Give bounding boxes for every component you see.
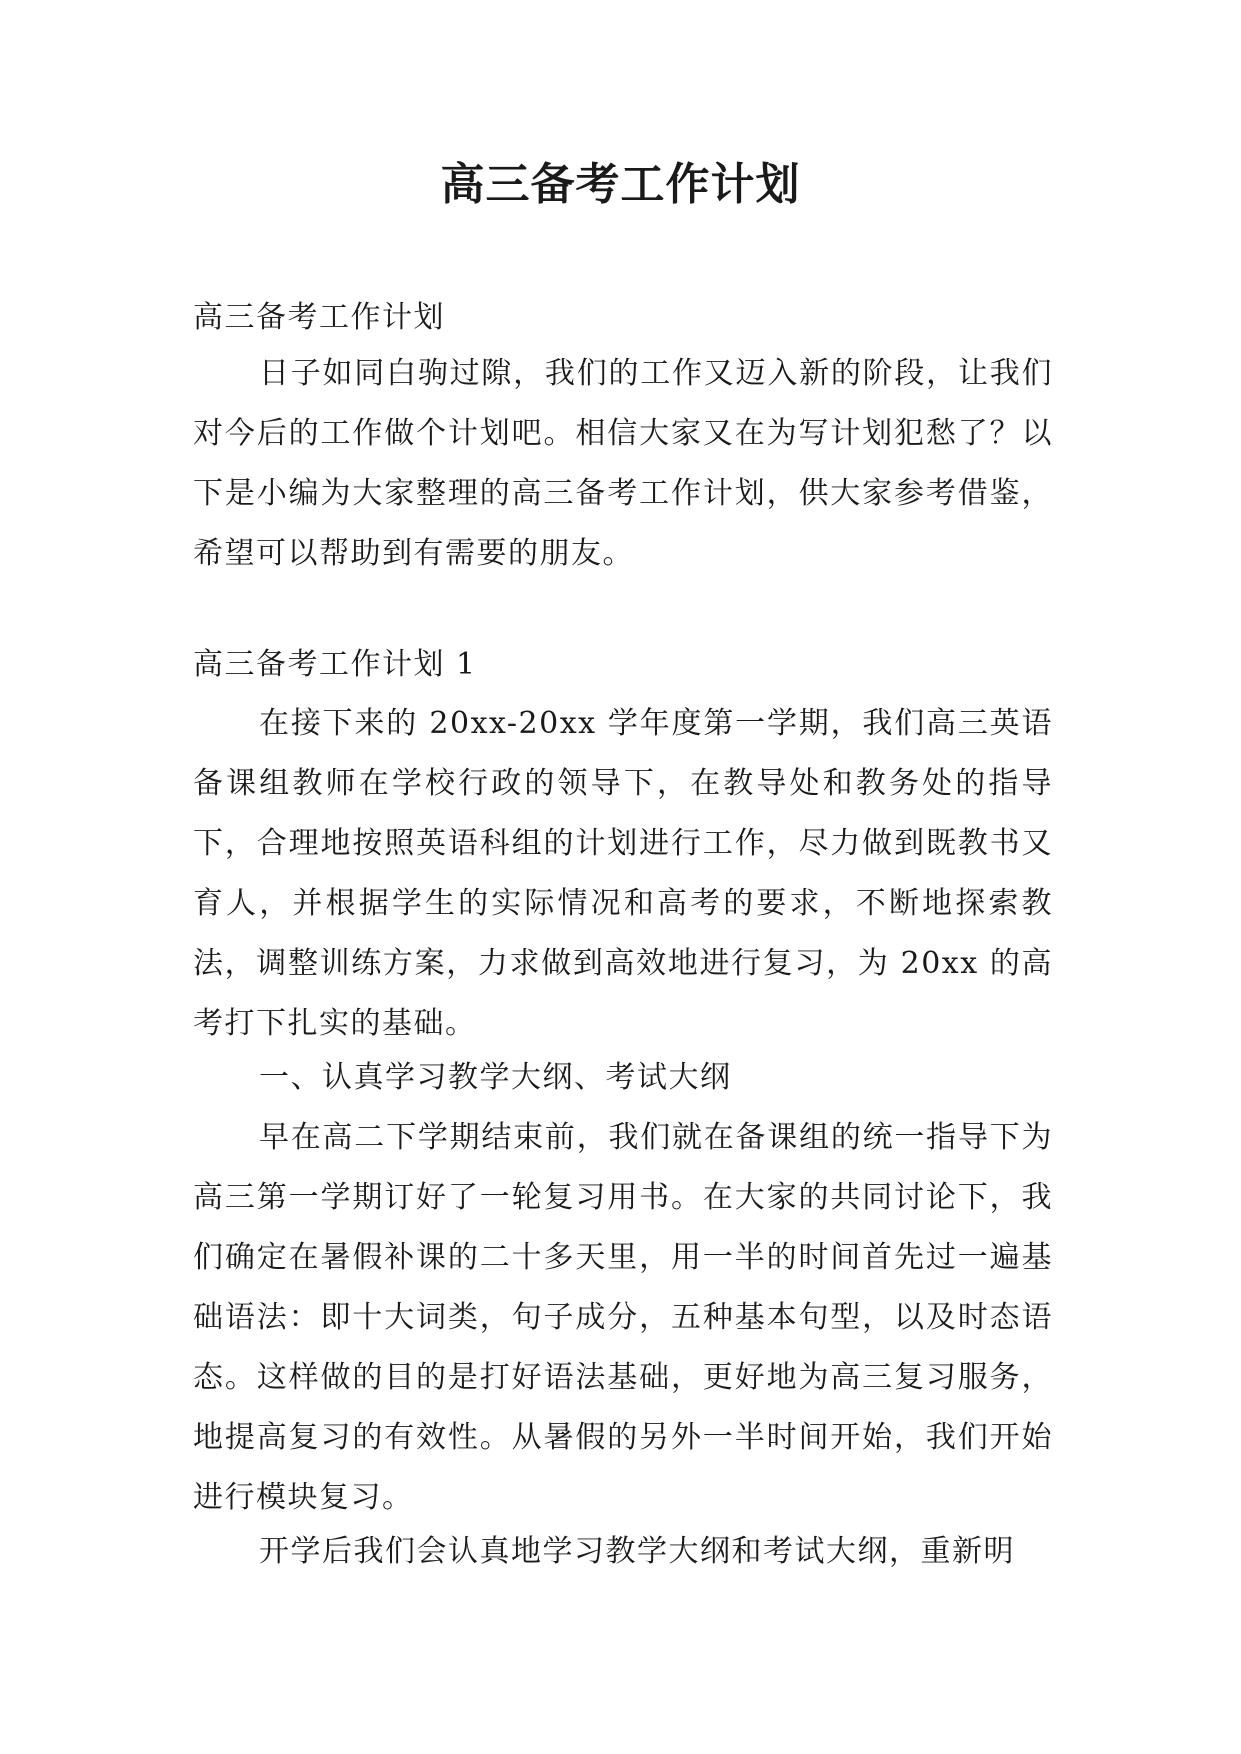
section-1-paragraph: 早在高二下学期结束前，我们就在备课组的统一指导下为高三第一学期订好了一轮复习用书。在大家的共同讨论下，我们确定在暑假补课的二十多天里，用一半的时间首先过一遍基础语法：即十大词类，句子成分，五种基本句型，以及时态语态。这样做的目的是打好语法基础，更好地为高三复习服务，地提高复习的有效性。从暑假的另外一半时间开始，我们开始进行模块复习。 bbox=[193, 1120, 1053, 1515]
document-title: 高三备考工作计划 bbox=[440, 159, 801, 210]
plan-1-heading: 高三备考工作计划 1 bbox=[193, 647, 477, 682]
section-1-heading: 一、认真学习教学大纲、考试大纲 bbox=[259, 1060, 732, 1095]
intro-paragraph: 日子如同白驹过隙，我们的工作又迈入新的阶段，让我们对今后的工作做个计划吧。相信大家又在为写计划犯愁了？以下是小编为大家整理的高三备考工作计划，供大家参考借鉴，希望可以帮助到有需要的朋友。 bbox=[193, 356, 1053, 571]
document-subtitle: 高三备考工作计划 bbox=[193, 300, 445, 335]
plan-1-paragraph: 在接下来的 20xx-20xx 学年度第一学期，我们高三英语备课组教师在学校行政的领导下，在教导处和教务处的指导下，合理地按照英语科组的计划进行工作，尽力做到既教书又育人，并根据学生的实际情况和高考的要求，不断地探索教法，调整训练方案，力求做到高效地进行复习，为 20xx 的高考打下扎实的基础。 bbox=[193, 706, 1053, 1041]
section-1-paragraph-continued: 开学后我们会认真地学习教学大纲和考试大纲，重新明 bbox=[259, 1534, 1015, 1569]
